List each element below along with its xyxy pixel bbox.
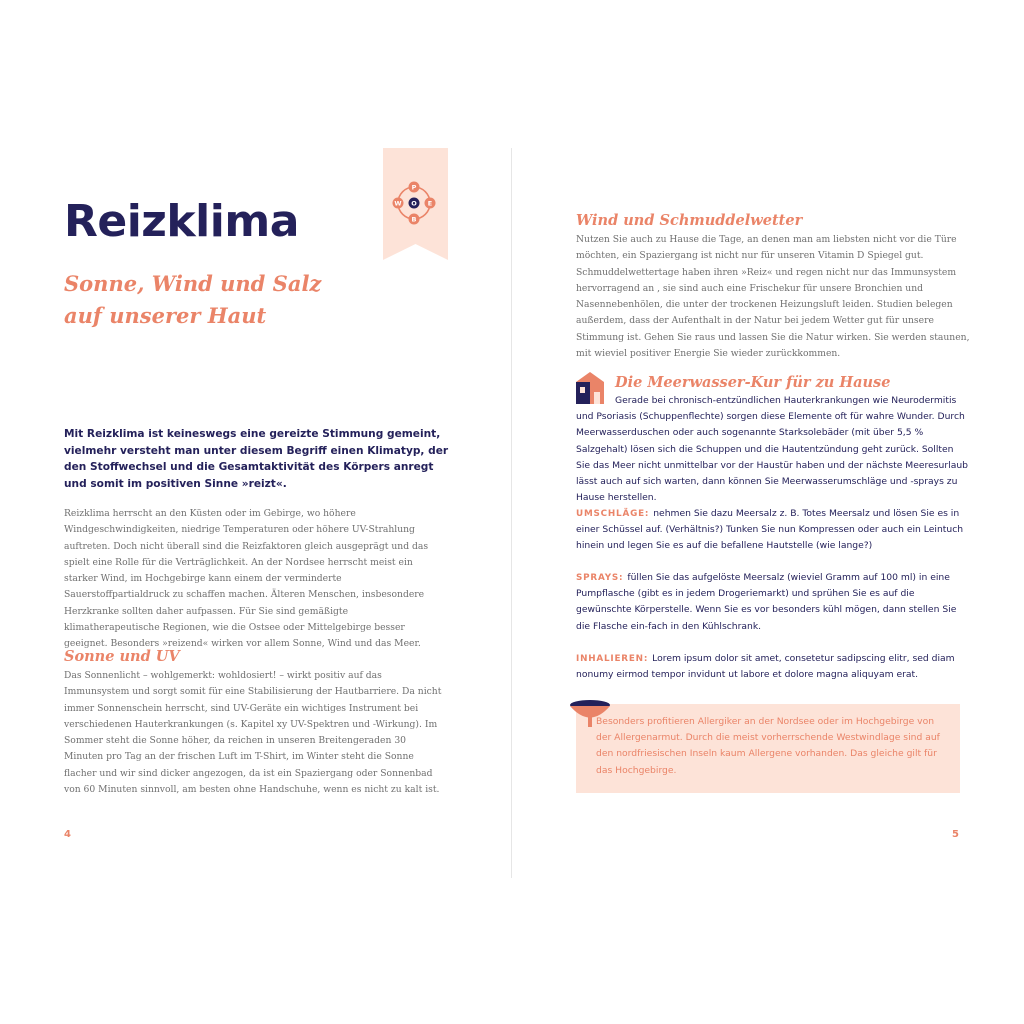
inhalieren-text: Lorem ipsum dolor sit amet, consetetur sadipscing elitr, sed diam nonumy eirmod tempor invidunt ut labore et dolore magna aliquyam erat.	[576, 653, 955, 681]
inhalieren-paragraph	[576, 651, 968, 683]
ribbon-letter-o: O	[411, 199, 417, 208]
heading-meerwasser-kur: Die Meerwasser-Kur für zu Hause	[615, 374, 891, 391]
umschlaege-paragraph	[576, 506, 968, 555]
body-paragraph-reizklima: Reizklima herrscht an den Küsten oder im Gebirge, wo höhere Windgeschwindigkeiten, niedrige Temperaturen oder höhere UV-Strahlung auftreten. Doch nicht überall sind die Reizfaktoren gleich ausgeprägt und das spielt eine Rolle für die Verträglichkeit. An der Nordsee herrscht meist ein starker Wind, im Hochgebirge kann einem der verminderte Sauerstoffpartialdruck zu schaffen machen. Älteren Menschen, insbesondere Herzkranke sollten daher aufpassen. Für Sie sind gemäßigte klimatherapeutische Regionen, wie die Ostsee oder Mittelgebirge besser geeignet. Besonders »reizend« wirken vor allem Sonne, Wind und das Meer.	[64, 508, 429, 650]
heading-wind: Wind und Schmuddelwetter	[576, 212, 803, 229]
body-paragraph-wind: Nutzen Sie auch zu Hause die Tage, an denen man am liebsten nicht vor die Türe möchten, ein Spaziergang ist nicht nur für unseren Vitamin D Spiegel gut. Schmuddelwettertage haben ihren »Reiz« und regen nicht nur das Immunsystem hervorragend an , sie sind auch eine Frischekur für unsere Bronchien und Nasennebenhölen, die unter der trockenen Heizungsluft leiden. Studien belegen außerdem, dass der Aufenthalt in der Natur bei jedem Wetter gut für unsere Stimmung ist. Gehen Sie raus und lassen Sie die Natur wirken. Sie werden staunen, mit wieviel positiver Energie Sie wieder zurückkommen.	[576, 234, 970, 360]
page-title: Reizklima	[64, 196, 299, 247]
umschlaege-label: UMSCHLÄGE:	[576, 509, 650, 519]
tip-box-text: Besonders profitieren Allergiker an der Nordsee oder im Hochgebirge von der Allergenarmut. Durch die meist vorherrschende Westwindlage sind auf den nordfriesischen Inseln kaum Allergene vorhanden. Das gleiche gilt für das Hochgebirge.	[596, 716, 940, 776]
body-paragraph-sonne: Das Sonnenlicht – wohlgemerkt: wohldosiert! – wirkt positiv auf das Immunsystem und sorgt somit für eine Stabilisierung der Hautbarriere. Da nicht immer Sonnenschein herrscht, sind UV-Geräte ein wichtiges Instrument bei verschiedenen Hauterkrankungen (s. Kapitel xy UV-Spektren und -Wirkung). Im Sommer steht die Sonne höher, da reichen in unseren Breitengeraden 30 Minuten pro Tag an der frischen Luft im T-Shirt, im Winter steht die Sonne flacher und wir sind dicker angezogen, da ist ein Spaziergang oder Sonnenbad von 60 Minuten sinnvoll, am besten ohne Handschuhe, wenn es nicht zu kalt ist.	[64, 670, 442, 796]
umschlaege-text: nehmen Sie dazu Meersalz z. B. Totes Meersalz und lösen Sie es in einer Schüssel auf. (Verhältnis?) Tunken Sie nun Kompressen oder auch ein Leintuch hinein und legen Sie es auf die befallene Hautstelle (wie lange?)	[576, 508, 964, 552]
intro-paragraph: Mit Reizklima ist keineswegs eine gereizte Stimmung gemeint, vielmehr versteht man unter diesem Begriff einen Klimatyp, der den Stoffwechsel und die Gesamtaktivität des Körpers anregt und somit im positiven Sinne »reizt«.	[64, 428, 449, 490]
ribbon-letter-p: P	[411, 183, 417, 192]
page-subtitle: Sonne, Wind und Salz auf unserer Haut	[64, 271, 322, 328]
sprays-label: SPRAYS:	[576, 573, 624, 583]
ribbon-letter-b: B	[411, 215, 417, 224]
page-number-right: 5	[952, 829, 959, 840]
chapter-ribbon-icon	[383, 148, 448, 260]
page-number-left: 4	[64, 829, 71, 840]
body-paragraph-meerwasser	[576, 393, 968, 506]
ribbon-letter-e: E	[427, 199, 433, 208]
sprays-text: füllen Sie das aufgelöste Meersalz (wieviel Gramm auf 100 ml) in eine Pumpflasche (gibt es in jedem Drogeriemarkt) und sprühen Sie es auf die gewünschte Körperstelle. Wenn Sie es vor besonders kühl mögen, dann stellen Sie die Flasche ein-fach in den Kühlschrank.	[576, 572, 957, 632]
heading-sonne-uv: Sonne und UV	[64, 648, 180, 665]
ribbon-letter-w: W	[394, 199, 402, 208]
sprays-paragraph	[576, 570, 968, 635]
inhalieren-label: INHALIEREN:	[576, 654, 649, 664]
meerwasser-text: Gerade bei chronisch-entzündlichen Hauterkrankungen wie Neurodermitis und Psoriasis (Schuppenflechte) sorgen diese Elemente oft für wahre Wunder. Durch Meerwasserduschen oder auch sogenannte Starksolebäder (mit über 5,5 % Salzgehalt) lösen sich die Schuppen und die Hautentzündung geht zurück. Sollten Sie das Meer nicht unmittelbar vor der Haustür haben und der nächste Meeresurlaub lässt auch auf sich warten, dann können Sie Meerwasserumschläge und -sprays zu Hause herstellen.	[576, 395, 968, 504]
